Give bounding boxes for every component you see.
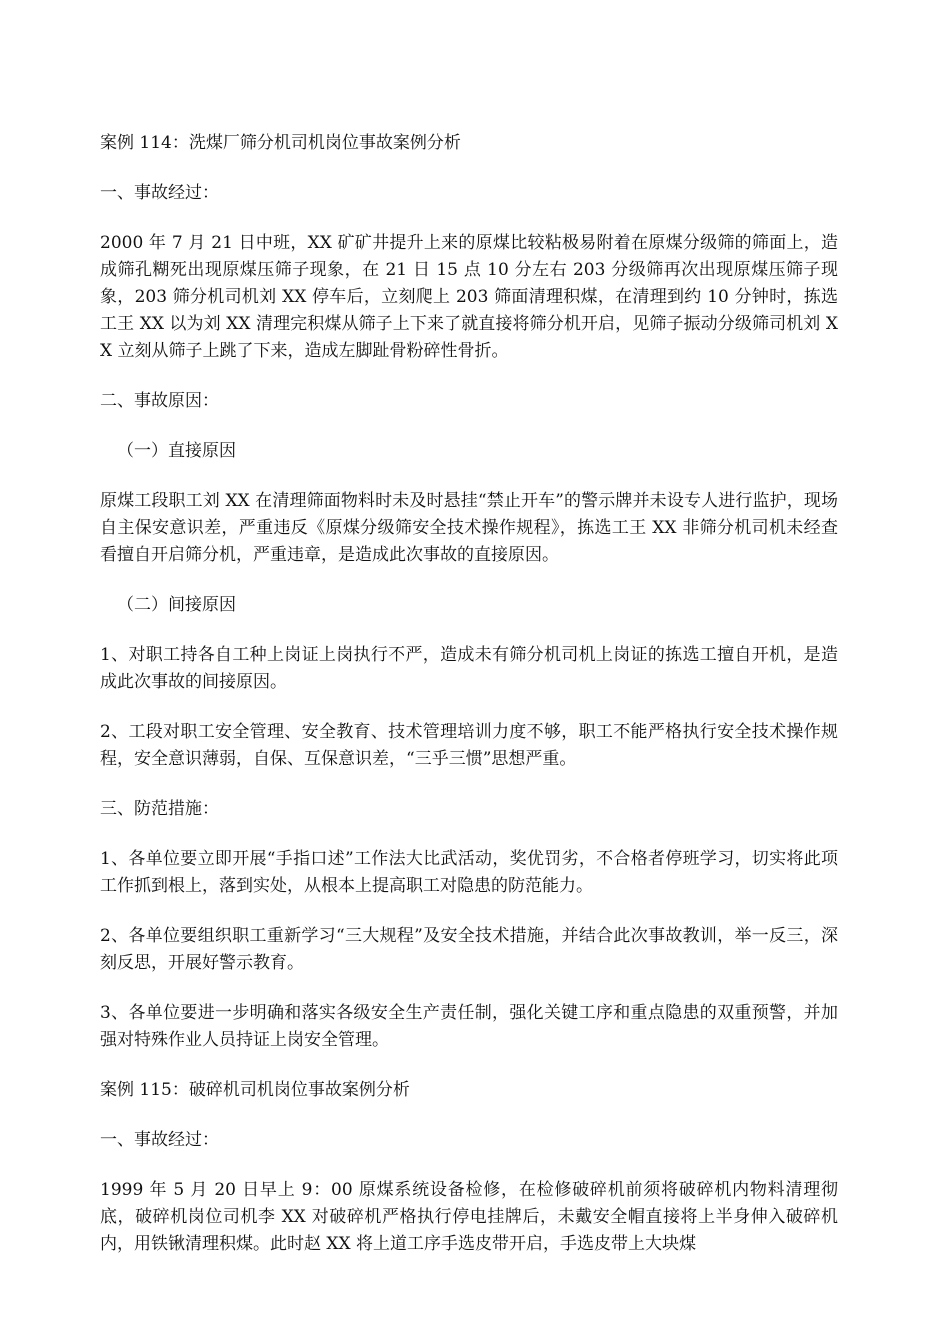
paragraph-accident-process: 2000 年 7 月 21 日中班，XX 矿矿井提升上来的原煤比较粘极易附着在原煤分级筛的筛面上，造成筛孔糊死出现原煤压筛子现象，在 21 日 15 点 10 分左右 203 分级筛再次出现原煤压筛子现象，203 筛分机司机刘 XX 停车后，立刻爬上 203 筛面清理积煤，在清理到约 10 分钟时，拣选工王 XX 以为刘 XX 清理完积煤从筛子上下来了就直接将筛分机开启，见筛子振动分级筛司机刘 XX 立刻从筛子上跳了下来，造成左脚趾骨粉碎性骨折。: [100, 233, 838, 361]
subsection-direct-cause: （一）直接原因: [117, 441, 236, 461]
section-preventive-measures: 三、防范措施：: [100, 799, 219, 819]
paragraph-measure-1: 1、各单位要立即开展“手指口述”工作法大比武活动，奖优罚劣，不合格者停班学习，切实将此项工作抓到根上，落到实处，从根本上提高职工对隐患的防范能力。: [100, 849, 838, 896]
paragraph-indirect-cause-1: 1、对职工持各自工种上岗证上岗执行不严，造成未有筛分机司机上岗证的拣选工擅自开机，是造成此次事故的间接原因。: [100, 645, 838, 692]
paragraph-accident-process-115: 1999 年 5 月 20 日早上 9：00 原煤系统设备检修，在检修破碎机前须将破碎机内物料清理彻底，破碎机岗位司机李 XX 对破碎机严格执行停电挂牌后，未戴安全帽直接将上半身伸入破碎机内，用铁锹清理积煤。此时赵 XX 将上道工序手选皮带开启，手选皮带上大块煤: [100, 1180, 838, 1254]
case-115-title: 案例 115：破碎机司机岗位事故案例分析: [100, 1080, 410, 1100]
subsection-indirect-cause: （二）间接原因: [117, 595, 236, 615]
paragraph-measure-3: 3、各单位要进一步明确和落实各级安全生产责任制，强化关键工序和重点隐患的双重预警，并加强对特殊作业人员持证上岗安全管理。: [100, 1003, 838, 1050]
paragraph-indirect-cause-2: 2、工段对职工安全管理、安全教育、技术管理培训力度不够，职工不能严格执行安全技术操作规程，安全意识薄弱，自保、互保意识差，“三乎三惯”思想严重。: [100, 722, 838, 769]
section-accident-process: 一、事故经过：: [100, 183, 219, 203]
section-accident-cause: 二、事故原因：: [100, 391, 219, 411]
section-accident-process-115: 一、事故经过：: [100, 1130, 219, 1150]
case-114-title: 案例 114：洗煤厂筛分机司机岗位事故案例分析: [100, 133, 461, 153]
paragraph-measure-2: 2、各单位要组织职工重新学习“三大规程”及安全技术措施，并结合此次事故教训，举一反三，深刻反思，开展好警示教育。: [100, 926, 838, 973]
paragraph-direct-cause: 原煤工段职工刘 XX 在清理筛面物料时未及时悬挂“禁止开车”的警示牌并未设专人进行监护，现场自主保安意识差，严重违反《原煤分级筛安全技术操作规程》，拣选工王 XX 非筛分机司机未经查看擅自开启筛分机，严重违章，是造成此次事故的直接原因。: [100, 491, 838, 565]
